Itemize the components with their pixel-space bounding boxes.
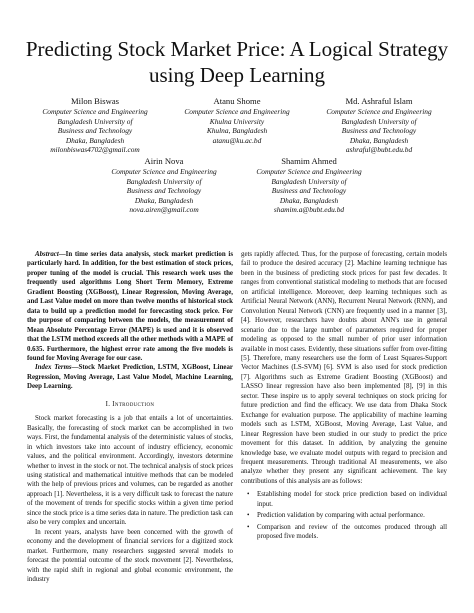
author-affiliation: Computer Science and Engineering — [184, 107, 290, 116]
author-name: Atanu Shome — [213, 96, 261, 106]
body-paragraph: In recent years, analysts have been concerned with the growth of economy and the development of financial services for a digitized stock market. Furthermore, many researchers suggested several models to forecast the potential outcome of the stock movement [2]. Nevertheless, with the rapid shift in regional and global economic environment, the industry — [27, 528, 233, 583]
author-affiliation: Dhaka, Bangladesh — [65, 135, 125, 145]
list-item-text: Prediction validation by comparing with actual performance. — [257, 512, 425, 520]
author-email: shamim.a@bubt.edu.bd — [273, 205, 345, 215]
author-affiliation: Bangladesh University of — [126, 176, 202, 186]
author-affiliation: Bangladesh University of — [341, 116, 417, 126]
author-name: Md. Ashraful Islam — [345, 96, 413, 106]
bullet-icon: • — [247, 512, 250, 520]
author-affiliation: Khulna, Bangladesh — [206, 126, 268, 136]
author-name: Shamim Ahmed — [281, 156, 337, 166]
paper-title — [20, 36, 454, 88]
left-column — [27, 250, 233, 584]
right-column — [241, 250, 447, 544]
bullet-icon: • — [247, 523, 250, 531]
bullet-icon: • — [247, 491, 250, 499]
author-affiliation: Business and Technology — [271, 186, 347, 196]
author-affiliation: Bangladesh University of — [271, 176, 347, 186]
author-email: nova.airen@gmail.com — [129, 205, 199, 215]
author-name: Airin Nova — [144, 156, 184, 166]
index-terms — [27, 363, 233, 391]
author-affiliation: Computer Science and Engineering — [111, 167, 217, 176]
list-item — [241, 490, 447, 509]
list-item-text: Comparison and review of the outcomes produced through all proposed five models. — [257, 523, 447, 541]
author-name: Milon Biswas — [71, 96, 119, 106]
title-line-1: Predicting Stock Market Price: A Logical Strategy — [25, 37, 449, 61]
author-block-4 — [99, 156, 229, 215]
author-affiliation: Dhaka, Bangladesh — [279, 195, 339, 205]
abstract — [27, 250, 233, 363]
index-terms-text: —Stock Market Prediction, LSTM, XGBoost, Linear Regression, Moving Average, Last Value Model, Machine Learning, Deep Learning. — [27, 364, 233, 391]
list-item — [241, 511, 447, 520]
author-block-5 — [244, 156, 374, 215]
author-affiliation: Khulna University — [209, 116, 265, 126]
list-item-text: Establishing model for stock price prediction based on individual input. — [257, 491, 447, 508]
body-paragraph: gets rapidly affected. Thus, for the purpose of forecasting, certain models fail to produce the desired accuracy [2]. Machine learning technique has been in the business of predicting stock prices for past few decades. It ranges from conventional statistical modeling to methods that are focused on artificial intelligence. Moreover, deep learning techniques such as Artificial Neural Network (ANN), Recurrent Neural Network (RNN), and Convolution Neural Network (CNN) are frequently used in a manner [3], [4]. However, researchers have doubts about ANN's use in general scenario due to the large number of parameters required for proper modeling as opposed to the small number of prior user information available in most cases. Evidently, these situations suffer from over-fitting [5]. Therefore, many researchers use the form of Least Squares-Support Vector Machines (LS-SVM) [6]. SVM is also used for stock prediction [7]. Algorithms such as Extreme Gradient Boosting (XGBoost) and LASSO linear regression have also been implemented [8], [9] in this sector. These inspire us to apply several techniques on stock pricing for future prediction and find the efficacy. We use data from Dhaka Stock Exchange for evaluation purpose. The applicability of machine learning models such as LSTM, XGBoost, Moving Average, Last Value, and Linear Regression have been studied in our study to predict the price movement for this dataset. In addition, by analyzing the genuine knowledge base, we evaluate model outputs with regard to precision and frequent measurements. Through traditional AI measurements, we also analyze whether they present any significant achievement. The key contributions of this analysis are as follows: — [241, 251, 447, 485]
list-item — [241, 523, 447, 542]
body-paragraph: Stock market forecasting is a job that entails a lot of uncertainties. Basically, the forecasting of stock market can be accomplished in two ways. First, the fundamental analysis of the deterministic values of stocks, in which investors take into account of industry efficiency, economic values, and the political environment. Accordingly, investors determine whether to invest in the stock or not. The technical analysis of stock prices using statistical and mathematical intuitive methods that can be modeled with the help of previous prices and volumes, can be regarded as another approach [1]. Nevertheless, it is a very difficult task to forecast the nature of the movement of trends for specific stocks within a given time period since the stock price is a time series data in nature. The prediction task can also be very complex and uncertain. — [27, 415, 233, 527]
author-block-3 — [314, 96, 444, 155]
author-affiliation: Business and Technology — [57, 126, 133, 136]
author-affiliation: Dhaka, Bangladesh — [134, 195, 194, 205]
author-affiliation: Dhaka, Bangladesh — [349, 135, 409, 145]
author-affiliation: Computer Science and Engineering — [256, 167, 362, 176]
abstract-label: Abstract — [35, 251, 59, 258]
section-heading: I. Introduction — [105, 400, 155, 408]
index-terms-label: Index Terms — [35, 364, 72, 372]
title-line-2: using Deep Learning — [148, 63, 326, 87]
contribution-list — [241, 490, 447, 541]
author-block-1 — [30, 96, 160, 155]
author-email: ashraful@bubt.edu.bd — [345, 145, 413, 155]
author-affiliation: Computer Science and Engineering — [42, 107, 148, 116]
author-block-2 — [172, 96, 302, 145]
author-affiliation: Business and Technology — [126, 186, 202, 196]
author-affiliation: Business and Technology — [341, 126, 417, 136]
author-affiliation: Bangladesh University of — [57, 116, 133, 126]
abstract-text: —In time series data analysis, stock market prediction is particularly hard. In addition, for the best estimation of stock prices, proper tuning of the model is crucial. This research work uses the frequently used algorithms Long Short Term Memory, Extreme Gradient Boosting (XGBoost), Linear Regression, Moving Average, and Last Value model on more than twelve months of historical stock data to build up a prediction model for forecasting stock price. For the purpose of comparing between the models, the measurement of Mean Absolute Percentage Error (MAPE) is used and it is observed that the LSTM method exceeds all the other methods with a MAPE of 0.635. Furthermore, the highest error rate among the five models is found for Moving Average for our case. — [27, 251, 233, 362]
author-affiliation: Computer Science and Engineering — [326, 107, 432, 116]
author-email: atanu@ku.ac.bd — [212, 135, 262, 145]
author-email: milonbiswas4702@gmail.com — [50, 145, 140, 155]
